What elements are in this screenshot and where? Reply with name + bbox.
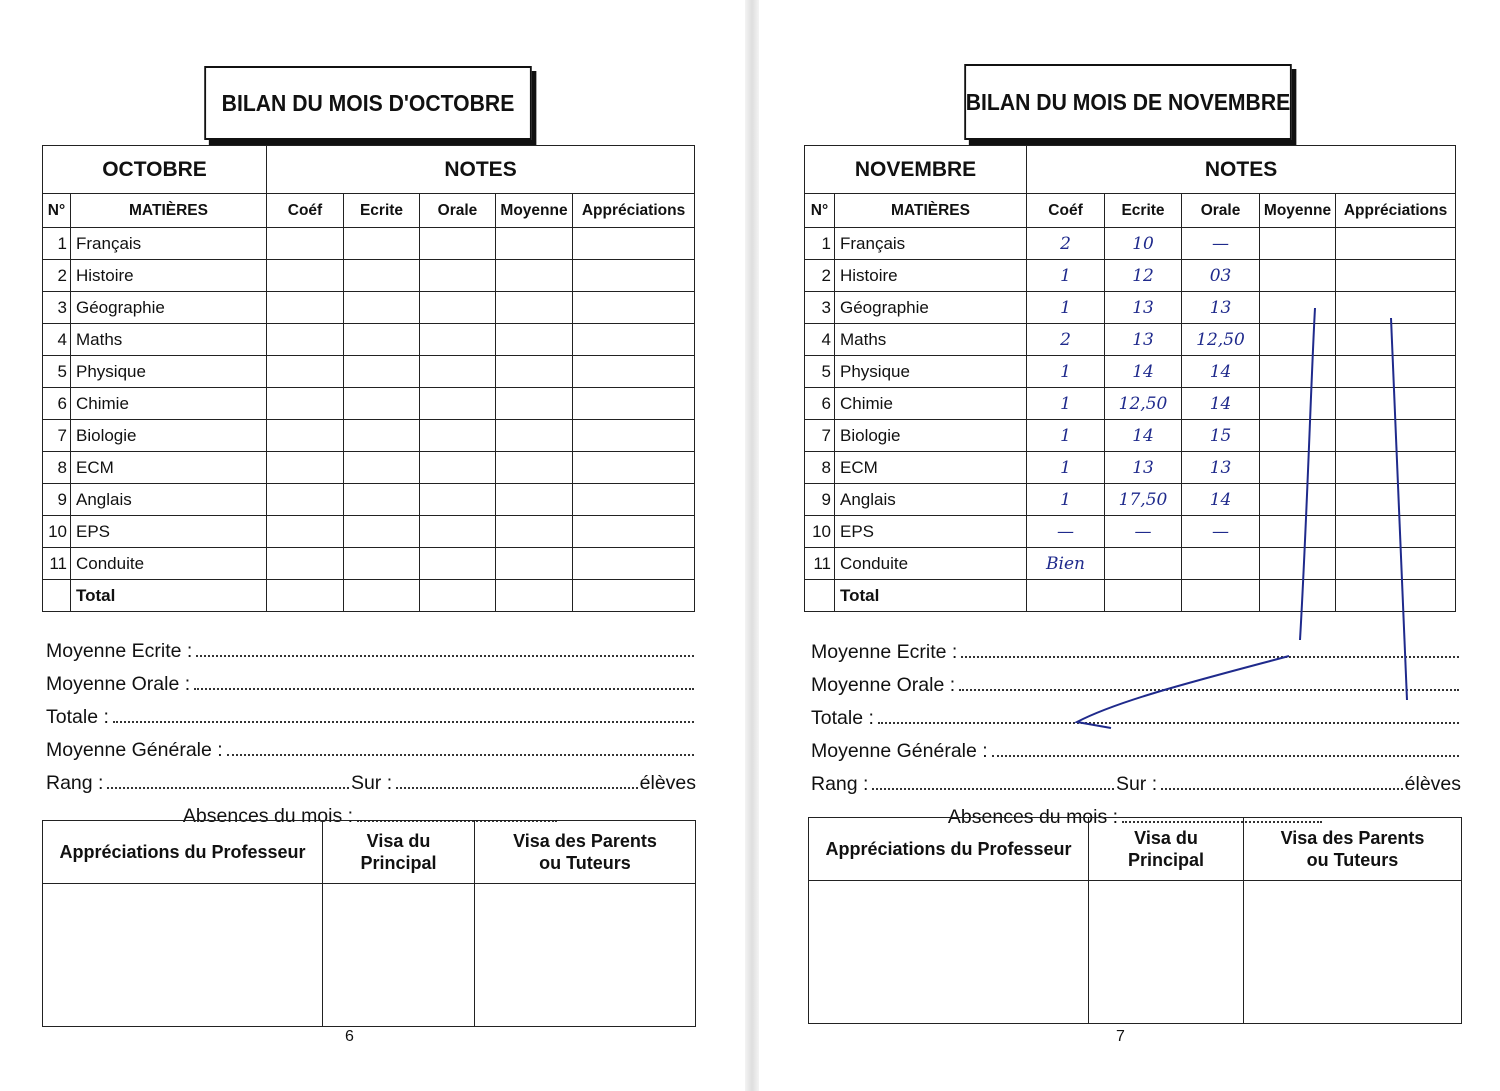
coef-cell[interactable] — [267, 228, 344, 260]
visa-parents-box[interactable] — [1244, 881, 1462, 1024]
visa-parents-line2: ou Tuteurs — [539, 853, 631, 873]
ecrite-cell[interactable] — [344, 228, 420, 260]
moyenne-cell[interactable] — [496, 356, 573, 388]
total-label: Total — [835, 580, 1027, 612]
sur-field[interactable] — [1161, 787, 1403, 790]
ecrite-cell[interactable]: 13 — [1105, 452, 1182, 484]
total-value-cell[interactable] — [496, 580, 573, 612]
row-number: 4 — [805, 324, 835, 356]
table-row — [805, 260, 1456, 292]
orale-cell[interactable] — [420, 228, 496, 260]
coef-cell[interactable] — [267, 388, 344, 420]
table-row — [43, 484, 695, 516]
coef-cell[interactable]: 1 — [1027, 260, 1105, 292]
row-number: 9 — [805, 484, 835, 516]
visa-principal-line2: Principal — [360, 853, 437, 873]
orale-cell[interactable]: 15 — [1182, 420, 1260, 452]
total-value-cell[interactable] — [420, 580, 496, 612]
appreciations-prof-box[interactable] — [809, 881, 1089, 1024]
total-value-cell[interactable] — [1260, 580, 1336, 612]
moyenne-cell[interactable] — [1260, 356, 1336, 388]
moyenne-cell[interactable] — [496, 324, 573, 356]
row-number: 6 — [43, 388, 71, 420]
moyenne-cell[interactable] — [1260, 324, 1336, 356]
total-value-cell[interactable] — [1182, 580, 1260, 612]
sur-label: Sur : — [1115, 773, 1158, 795]
subject-name: Physique — [835, 356, 1027, 388]
visa-parents-line1: Visa des Parents — [513, 831, 657, 851]
eleves-label: élèves — [1404, 773, 1462, 795]
coef-cell[interactable] — [267, 420, 344, 452]
moyenne-cell[interactable] — [496, 388, 573, 420]
row-number: 1 — [805, 228, 835, 260]
col-orale: Orale — [420, 194, 496, 228]
row-number: 8 — [43, 452, 71, 484]
table-row — [805, 292, 1456, 324]
notes-header: NOTES — [267, 146, 695, 194]
appreciation-cell[interactable] — [1336, 324, 1456, 356]
total-value-cell[interactable] — [1105, 580, 1182, 612]
moyenne-cell[interactable] — [496, 228, 573, 260]
ecrite-cell[interactable] — [344, 356, 420, 388]
absences-label: Absences du mois : — [947, 806, 1119, 828]
visa-principal-header — [323, 821, 475, 884]
moyenne-ecrite-field[interactable] — [196, 654, 694, 657]
table-row — [805, 356, 1456, 388]
visa-principal-line1: Visa du — [366, 831, 431, 851]
orale-cell[interactable] — [420, 484, 496, 516]
appreciation-cell[interactable] — [1336, 388, 1456, 420]
month-header: NOVEMBRE — [805, 146, 1027, 194]
orale-cell[interactable]: — — [1182, 228, 1260, 260]
col-coef: Coéf — [1027, 194, 1105, 228]
visa-parents-line2: ou Tuteurs — [1306, 850, 1399, 870]
visa-principal-header — [1089, 818, 1244, 881]
ecrite-cell[interactable]: 17,50 — [1105, 484, 1182, 516]
page-title: BILAN DU MOIS D'OCTOBRE — [204, 66, 532, 140]
totale-field[interactable] — [878, 721, 1459, 724]
table-row — [43, 260, 695, 292]
moyenne-cell[interactable] — [1260, 228, 1336, 260]
col-moyenne: Moyenne — [1260, 194, 1336, 228]
appreciation-cell[interactable] — [1336, 420, 1456, 452]
coef-cell[interactable]: — — [1027, 516, 1105, 548]
subject-name: Maths — [71, 324, 267, 356]
sur-label: Sur : — [350, 772, 393, 794]
table-row — [43, 356, 695, 388]
coef-cell[interactable]: 1 — [1027, 356, 1105, 388]
table-row — [43, 452, 695, 484]
rang-label: Rang : — [811, 773, 869, 795]
coef-cell[interactable]: 1 — [1027, 452, 1105, 484]
moyenne-generale-field[interactable] — [992, 754, 1459, 757]
subject-name: Anglais — [835, 484, 1027, 516]
subject-name: Conduite — [71, 548, 267, 580]
total-label: Total — [71, 580, 267, 612]
appreciations-prof-box[interactable] — [43, 884, 323, 1027]
table-row — [43, 292, 695, 324]
rang-field[interactable] — [107, 786, 349, 789]
table-row — [43, 228, 695, 260]
totale-field[interactable] — [113, 720, 694, 723]
orale-cell[interactable]: 13 — [1182, 452, 1260, 484]
ecrite-cell[interactable] — [344, 484, 420, 516]
orale-cell[interactable] — [420, 516, 496, 548]
coef-cell[interactable] — [267, 484, 344, 516]
col-num: N° — [43, 194, 71, 228]
appreciation-cell[interactable] — [1336, 548, 1456, 580]
book-spine — [745, 0, 759, 1091]
subject-name: ECM — [71, 452, 267, 484]
visa-principal-line2: Principal — [1127, 850, 1205, 870]
moyenne-orale-label: Moyenne Orale : — [811, 674, 956, 696]
subject-name: Chimie — [71, 388, 267, 420]
grades-table — [42, 145, 695, 612]
ecrite-cell[interactable] — [344, 324, 420, 356]
moyenne-cell[interactable] — [1260, 452, 1336, 484]
moyenne-cell[interactable] — [1260, 420, 1336, 452]
row-number: 2 — [805, 260, 835, 292]
row-number: 8 — [805, 452, 835, 484]
row-number: 5 — [43, 356, 71, 388]
appreciation-cell[interactable] — [573, 484, 695, 516]
col-matieres: MATIÈRES — [71, 194, 267, 228]
subject-name: Anglais — [71, 484, 267, 516]
appreciation-cell[interactable] — [1336, 484, 1456, 516]
coef-cell[interactable] — [267, 324, 344, 356]
appreciation-cell[interactable] — [573, 228, 695, 260]
row-number: 5 — [805, 356, 835, 388]
ecrite-cell[interactable]: 13 — [1105, 292, 1182, 324]
rang-field[interactable] — [872, 787, 1114, 790]
coef-cell[interactable] — [267, 516, 344, 548]
appreciations-prof-header: Appréciations du Professeur — [809, 818, 1089, 881]
moyenne-cell[interactable] — [1260, 260, 1336, 292]
ecrite-cell[interactable]: 13 — [1105, 324, 1182, 356]
table-row — [805, 548, 1456, 580]
appreciation-cell[interactable] — [1336, 516, 1456, 548]
moyenne-generale-field[interactable] — [227, 753, 694, 756]
moyenne-cell[interactable] — [496, 484, 573, 516]
subject-name: Biologie — [71, 420, 267, 452]
row-number: 11 — [43, 548, 71, 580]
coef-cell[interactable] — [267, 548, 344, 580]
appreciation-cell[interactable] — [573, 388, 695, 420]
ecrite-cell[interactable] — [1105, 548, 1182, 580]
summary-section — [46, 630, 696, 828]
orale-cell[interactable]: — — [1182, 516, 1260, 548]
moyenne-generale-label: Moyenne Générale : — [46, 739, 223, 761]
subject-name: Géographie — [71, 292, 267, 324]
appreciation-cell[interactable] — [573, 516, 695, 548]
total-row — [805, 580, 1456, 612]
coef-cell[interactable]: 1 — [1027, 388, 1105, 420]
ecrite-cell[interactable]: 10 — [1105, 228, 1182, 260]
ecrite-cell[interactable] — [344, 260, 420, 292]
grades-table — [804, 145, 1456, 612]
ecrite-cell[interactable] — [344, 548, 420, 580]
orale-cell[interactable]: 14 — [1182, 356, 1260, 388]
moyenne-generale-label: Moyenne Générale : — [811, 740, 988, 762]
ecrite-cell[interactable] — [344, 452, 420, 484]
subject-name: Conduite — [835, 548, 1027, 580]
coef-cell[interactable]: 2 — [1027, 324, 1105, 356]
subject-name: Biologie — [835, 420, 1027, 452]
moyenne-cell[interactable] — [496, 292, 573, 324]
orale-cell[interactable]: 14 — [1182, 388, 1260, 420]
orale-cell[interactable] — [420, 356, 496, 388]
orale-cell[interactable]: 12,50 — [1182, 324, 1260, 356]
col-appreciations: Appréciations — [573, 194, 695, 228]
appreciation-cell[interactable] — [573, 356, 695, 388]
coef-cell[interactable] — [267, 452, 344, 484]
appreciation-cell[interactable] — [1336, 452, 1456, 484]
ecrite-cell[interactable] — [344, 388, 420, 420]
row-number: 3 — [43, 292, 71, 324]
ecrite-cell[interactable]: — — [1105, 516, 1182, 548]
totale-label: Totale : — [46, 706, 109, 728]
appreciation-cell[interactable] — [1336, 260, 1456, 292]
col-num: N° — [805, 194, 835, 228]
total-row — [43, 580, 695, 612]
ecrite-cell[interactable]: 14 — [1105, 420, 1182, 452]
col-ecrite: Ecrite — [1105, 194, 1182, 228]
appreciations-prof-header: Appréciations du Professeur — [43, 821, 323, 884]
page-number: 7 — [1116, 1028, 1125, 1045]
visa-table — [42, 820, 696, 1027]
ecrite-cell[interactable] — [344, 292, 420, 324]
subject-name: Chimie — [835, 388, 1027, 420]
moyenne-cell[interactable] — [1260, 548, 1336, 580]
total-num-cell — [805, 580, 835, 612]
coef-cell[interactable]: 1 — [1027, 484, 1105, 516]
total-value-cell[interactable] — [1027, 580, 1105, 612]
subject-name: Français — [71, 228, 267, 260]
orale-cell[interactable] — [420, 420, 496, 452]
table-row — [43, 516, 695, 548]
total-value-cell[interactable] — [1336, 580, 1456, 612]
moyenne-cell[interactable] — [1260, 516, 1336, 548]
row-number: 1 — [43, 228, 71, 260]
subject-name: EPS — [71, 516, 267, 548]
appreciation-cell[interactable] — [1336, 356, 1456, 388]
appreciation-cell[interactable] — [573, 292, 695, 324]
orale-cell[interactable] — [1182, 548, 1260, 580]
page-number: 6 — [345, 1028, 354, 1045]
eleves-label: élèves — [639, 772, 697, 794]
appreciation-cell[interactable] — [573, 260, 695, 292]
absences-label: Absences du mois : — [182, 805, 354, 827]
coef-cell[interactable]: 1 — [1027, 292, 1105, 324]
coef-cell[interactable]: 2 — [1027, 228, 1105, 260]
table-row — [805, 228, 1456, 260]
appreciation-cell[interactable] — [573, 420, 695, 452]
subject-name: Maths — [835, 324, 1027, 356]
row-number: 3 — [805, 292, 835, 324]
table-row — [805, 484, 1456, 516]
col-appreciations: Appréciations — [1336, 194, 1456, 228]
row-number: 2 — [43, 260, 71, 292]
table-row — [805, 388, 1456, 420]
ecrite-cell[interactable] — [344, 516, 420, 548]
moyenne-cell[interactable] — [1260, 388, 1336, 420]
moyenne-cell[interactable] — [496, 452, 573, 484]
subject-name: EPS — [835, 516, 1027, 548]
row-number: 9 — [43, 484, 71, 516]
moyenne-cell[interactable] — [1260, 484, 1336, 516]
notes-header: NOTES — [1027, 146, 1456, 194]
orale-cell[interactable] — [420, 548, 496, 580]
orale-cell[interactable]: 13 — [1182, 292, 1260, 324]
table-row — [43, 324, 695, 356]
subject-name: ECM — [835, 452, 1027, 484]
col-coef: Coéf — [267, 194, 344, 228]
orale-cell[interactable] — [420, 260, 496, 292]
subject-name: Français — [835, 228, 1027, 260]
appreciation-cell[interactable] — [573, 324, 695, 356]
coef-cell[interactable] — [267, 292, 344, 324]
moyenne-orale-label: Moyenne Orale : — [46, 673, 191, 695]
row-number: 10 — [43, 516, 71, 548]
row-number: 10 — [805, 516, 835, 548]
coef-cell[interactable] — [267, 260, 344, 292]
visa-parents-line1: Visa des Parents — [1280, 828, 1425, 848]
summary-section — [811, 631, 1461, 829]
totale-label: Totale : — [811, 707, 874, 729]
coef-cell[interactable] — [267, 356, 344, 388]
visa-principal-box[interactable] — [1089, 881, 1244, 1024]
total-value-cell[interactable] — [573, 580, 695, 612]
rang-label: Rang : — [46, 772, 104, 794]
page-title: BILAN DU MOIS DE NOVEMBRE — [964, 64, 1292, 140]
moyenne-ecrite-label: Moyenne Ecrite : — [46, 640, 193, 662]
table-row — [43, 420, 695, 452]
appreciation-cell[interactable] — [573, 452, 695, 484]
moyenne-ecrite-label: Moyenne Ecrite : — [811, 641, 958, 663]
moyenne-cell[interactable] — [496, 548, 573, 580]
col-ecrite: Ecrite — [344, 194, 420, 228]
orale-cell[interactable] — [420, 388, 496, 420]
table-row — [805, 420, 1456, 452]
moyenne-cell[interactable] — [496, 420, 573, 452]
visa-parents-header — [475, 821, 696, 884]
total-num-cell — [43, 580, 71, 612]
appreciation-cell[interactable] — [1336, 228, 1456, 260]
ecrite-cell[interactable]: 12,50 — [1105, 388, 1182, 420]
col-matieres: MATIÈRES — [835, 194, 1027, 228]
moyenne-cell[interactable] — [496, 260, 573, 292]
visa-principal-box[interactable] — [323, 884, 475, 1027]
row-number: 7 — [43, 420, 71, 452]
orale-cell[interactable] — [420, 292, 496, 324]
month-header: OCTOBRE — [43, 146, 267, 194]
row-number: 4 — [43, 324, 71, 356]
subject-name: Histoire — [835, 260, 1027, 292]
moyenne-ecrite-field[interactable] — [961, 655, 1459, 658]
total-value-cell[interactable] — [344, 580, 420, 612]
subject-name: Physique — [71, 356, 267, 388]
total-value-cell[interactable] — [267, 580, 344, 612]
table-row — [43, 388, 695, 420]
table-row — [805, 324, 1456, 356]
orale-cell[interactable]: 03 — [1182, 260, 1260, 292]
moyenne-cell[interactable] — [1260, 292, 1336, 324]
ecrite-cell[interactable]: 12 — [1105, 260, 1182, 292]
ecrite-cell[interactable] — [344, 420, 420, 452]
row-number: 11 — [805, 548, 835, 580]
table-row — [805, 452, 1456, 484]
orale-cell[interactable] — [420, 452, 496, 484]
visa-table — [808, 817, 1462, 1024]
row-number: 7 — [805, 420, 835, 452]
coef-cell[interactable]: 1 — [1027, 420, 1105, 452]
moyenne-orale-field[interactable] — [959, 688, 1459, 691]
appreciation-cell[interactable] — [1336, 292, 1456, 324]
moyenne-cell[interactable] — [496, 516, 573, 548]
visa-parents-header — [1244, 818, 1462, 881]
visa-parents-box[interactable] — [475, 884, 696, 1027]
appreciation-cell[interactable] — [573, 548, 695, 580]
col-moyenne: Moyenne — [496, 194, 573, 228]
subject-name: Géographie — [835, 292, 1027, 324]
visa-principal-line1: Visa du — [1134, 828, 1198, 848]
moyenne-orale-field[interactable] — [194, 687, 694, 690]
ecrite-cell[interactable]: 14 — [1105, 356, 1182, 388]
col-orale: Orale — [1182, 194, 1260, 228]
row-number: 6 — [805, 388, 835, 420]
sur-field[interactable] — [396, 786, 638, 789]
page-october — [0, 0, 745, 1091]
subject-name: Histoire — [71, 260, 267, 292]
orale-cell[interactable] — [420, 324, 496, 356]
table-row — [43, 548, 695, 580]
table-row — [805, 516, 1456, 548]
coef-cell[interactable]: Bien — [1027, 548, 1105, 580]
orale-cell[interactable]: 14 — [1182, 484, 1260, 516]
page-november — [759, 0, 1500, 1091]
